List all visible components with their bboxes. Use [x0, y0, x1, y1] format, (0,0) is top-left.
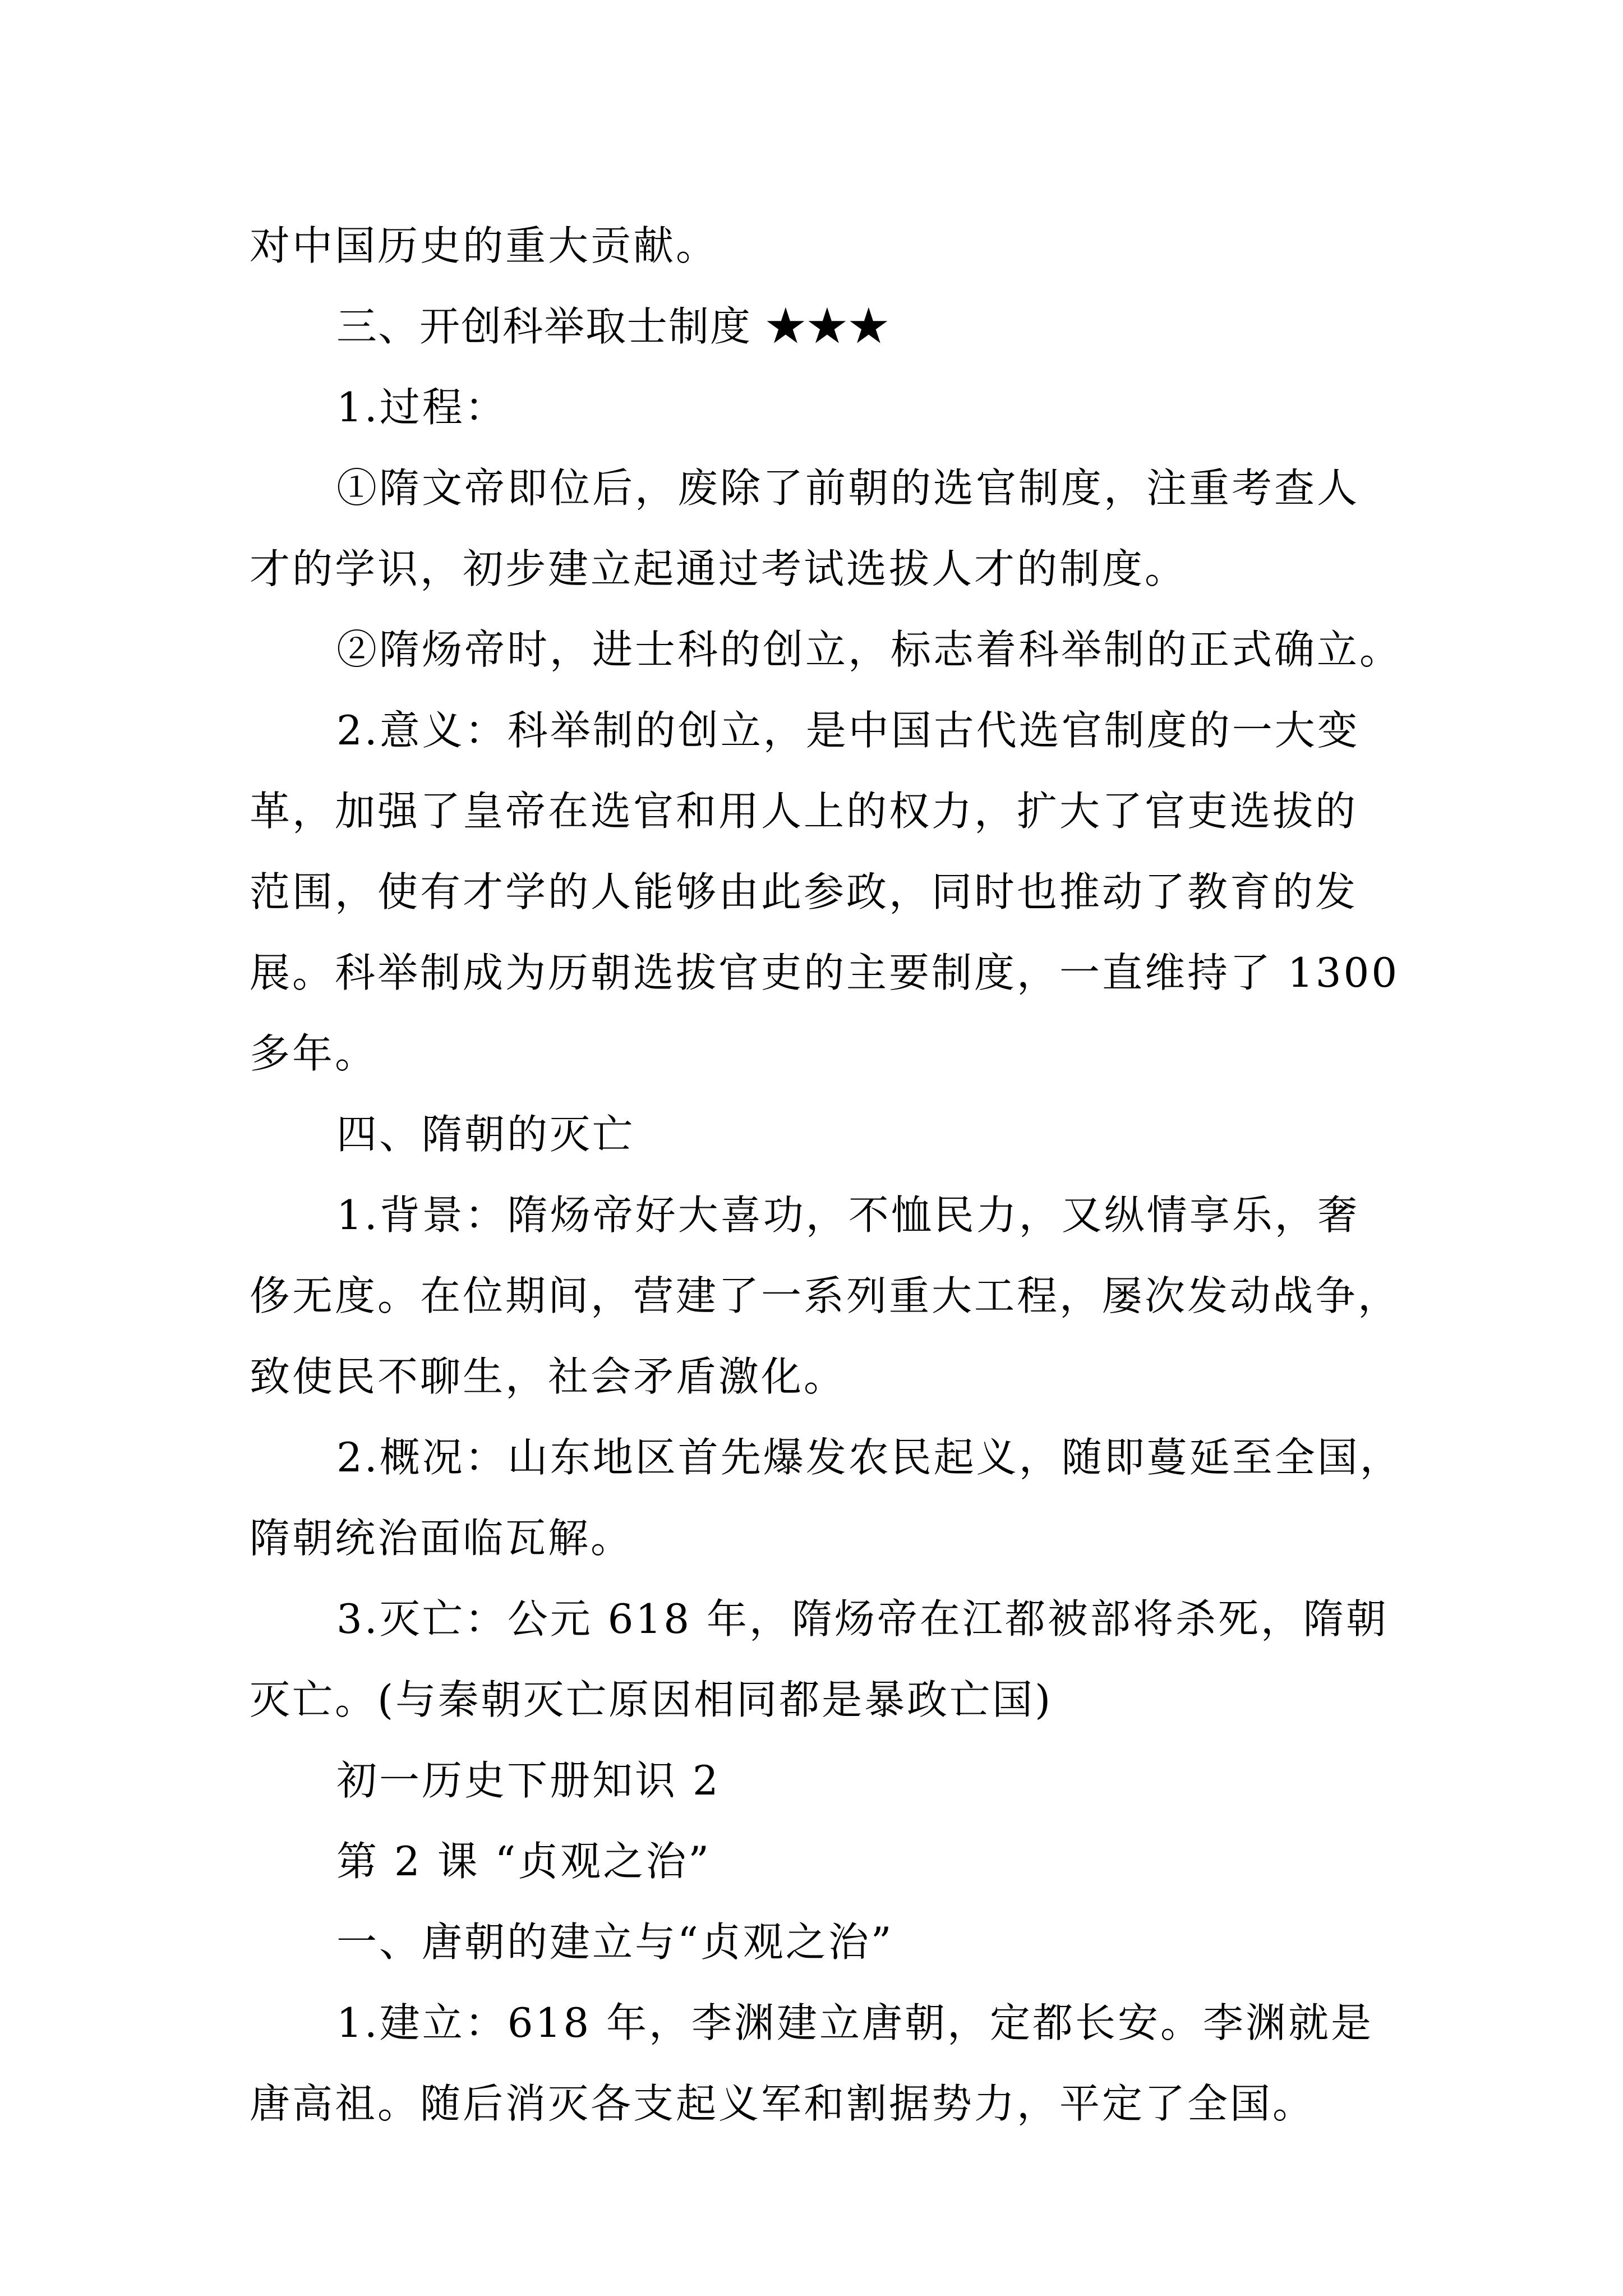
text-line: 对中国历史的重大贡献。 [250, 222, 719, 269]
section-heading: 一、唐朝的建立与“贞观之治” [336, 1918, 894, 1966]
text-line: 多年。 [250, 1030, 378, 1077]
text-line: 2.概况：山东地区首先爆发农民起义，随即蔓延至全国， [336, 1434, 1403, 1481]
text-line: 唐高祖。随后消灭各支起义军和割据势力，平定了全国。 [250, 2080, 1316, 2127]
text-line: 灭亡。(与秦朝灭亡原因相同都是暴政亡国) [250, 1676, 1053, 1723]
text-line: 范围，使有才学的人能够由此参政，同时也推动了教育的发 [250, 868, 1358, 915]
text-line: 致使民不聊生，社会矛盾激化。 [250, 1353, 847, 1400]
text-line: 1.过程： [336, 384, 508, 431]
text-line: 展。科举制成为历朝选拔官吏的主要制度，一直维持了 1300 [250, 949, 1400, 996]
text-line: 才的学识，初步建立起通过考试选拔人才的制度。 [250, 545, 1188, 592]
text-line: 侈无度。在位期间，营建了一系列重大工程，屡次发动战争， [250, 1272, 1401, 1319]
text-line: 3.灭亡：公元 618 年，隋炀帝在江都被部将杀死，隋朝 [336, 1595, 1389, 1642]
section-heading: 三、开创科举取士制度 ★★★ [336, 303, 890, 350]
text-line: 1.建立：618 年，李渊建立唐朝，定都长安。李渊就是 [336, 1999, 1374, 2046]
text-line: 革，加强了皇帝在选官和用人上的权力，扩大了官吏选拔的 [250, 788, 1358, 835]
text-line: ①隋文帝即位后，废除了前朝的选官制度，注重考查人 [336, 464, 1360, 512]
section-heading: 四、隋朝的灭亡 [336, 1111, 635, 1158]
text-line: ②隋炀帝时，进士科的创立，标志着科举制的正式确立。 [336, 626, 1403, 673]
text-line: 1.背景：隋炀帝好大喜功，不恤民力，又纵情享乐，奢 [336, 1191, 1360, 1239]
text-line: 2.意义：科举制的创立，是中国古代选官制度的一大变 [336, 707, 1360, 754]
lesson-title: 第 2 课 “贞观之治” [336, 1838, 712, 1885]
document-subtitle: 初一历史下册知识 2 [336, 1757, 721, 1804]
text-line: 隋朝统治面临瓦解。 [250, 1515, 634, 1562]
